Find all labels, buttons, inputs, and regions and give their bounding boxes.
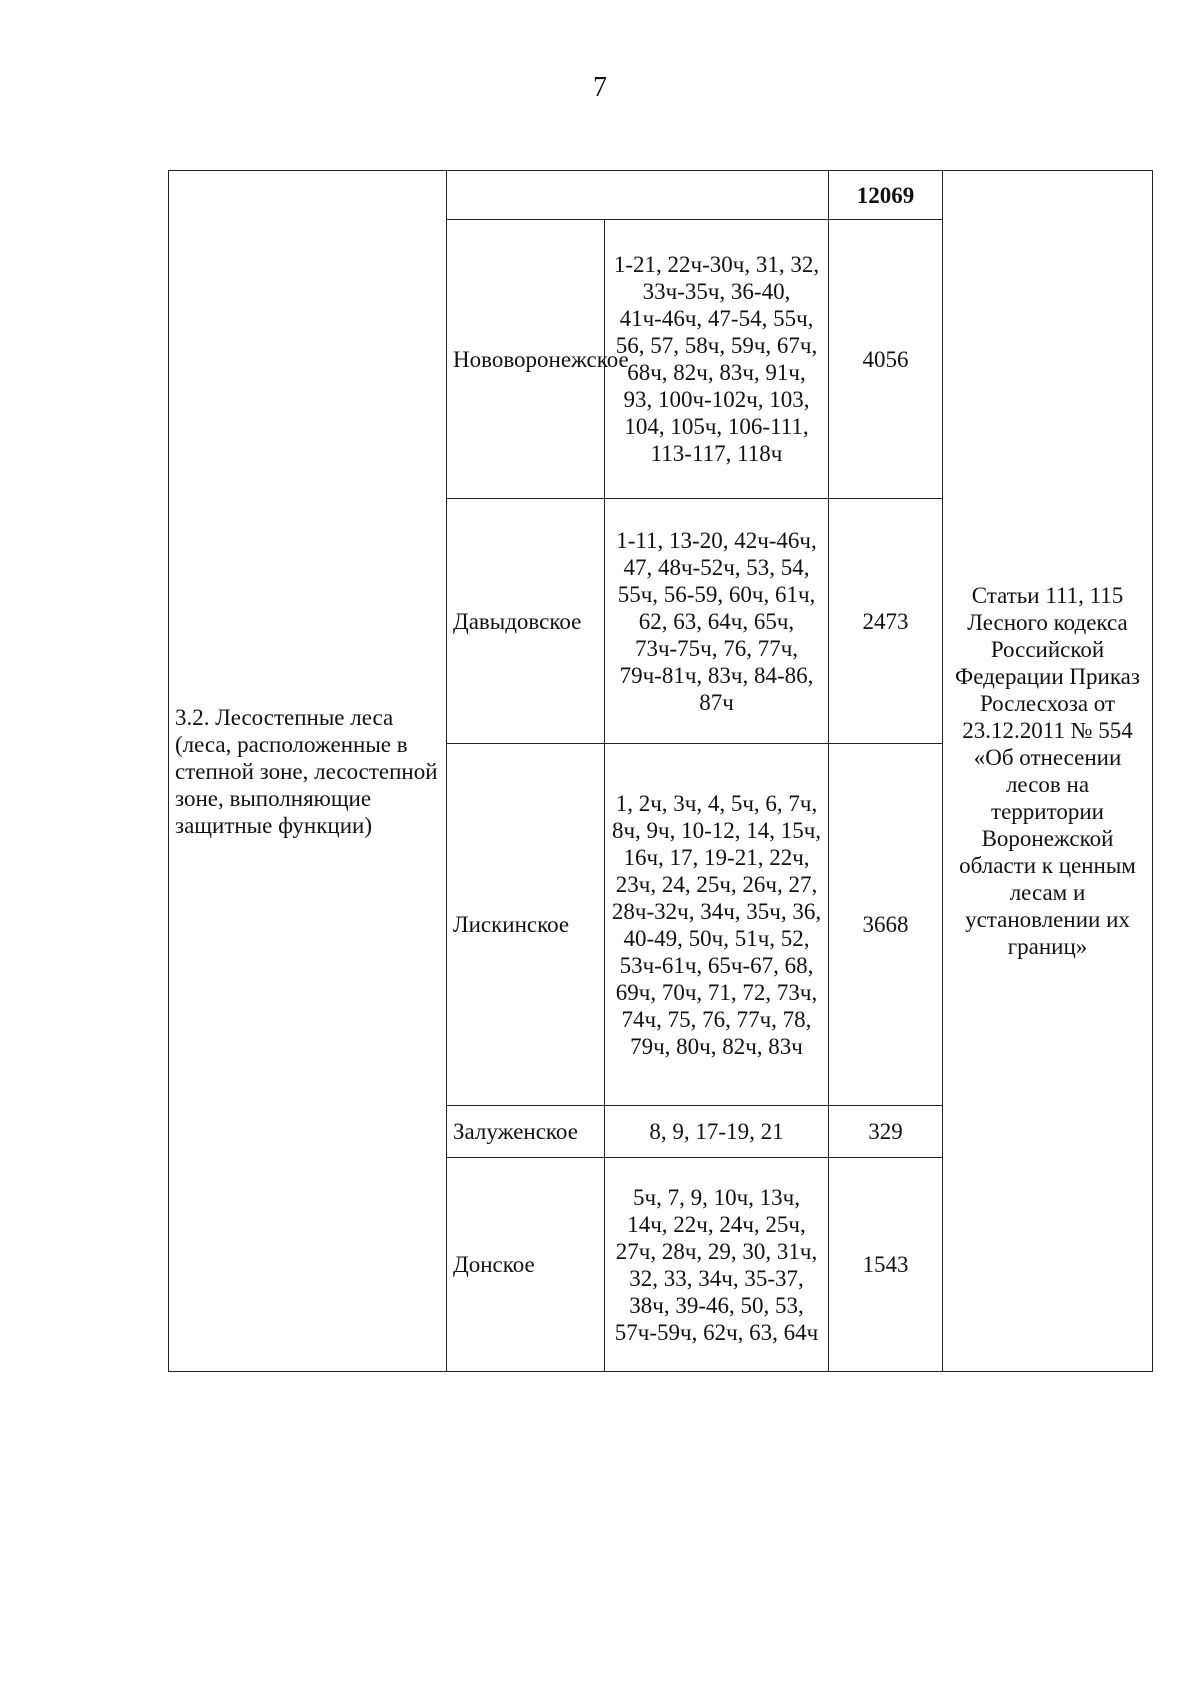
area-cell: 2473 — [829, 499, 943, 744]
district-cell: Донское — [447, 1158, 605, 1372]
area-cell: 4056 — [829, 220, 943, 499]
district-cell: Залуженское — [447, 1106, 605, 1158]
area-cell: 329 — [829, 1106, 943, 1158]
category-cell: 3.2. Лесостепные леса (леса, расположенные в степной зоне, лесостепной зоне, выполняющие защитные функции) — [169, 171, 447, 1372]
page-number: 7 — [593, 72, 607, 103]
district-cell: Давыдовское — [447, 499, 605, 744]
quarters-cell: 5ч, 7, 9, 10ч, 13ч, 14ч, 22ч, 24ч, 25ч, 27ч, 28ч, 29, 30, 31ч, 32, 33, 34ч, 35-37, 38ч, 39-46, 50, 53, 57ч-59ч, 62ч, 63, 64ч — [605, 1158, 829, 1372]
quarters-cell: 1, 2ч, 3ч, 4, 5ч, 6, 7ч, 8ч, 9ч, 10-12, 14, 15ч, 16ч, 17, 19-21, 22ч, 23ч, 24, 25ч, 26ч, 27, 28ч-32ч, 34ч, 35ч, 36, 40-49, 50ч, 51ч, 52, 53ч-61ч, 65ч-67, 68, 69ч, 70ч, 71, 72, 73ч, 74ч, 75, 76, 77ч, 78, 79ч, 80ч, 82ч, 83ч — [605, 744, 829, 1106]
area-cell: 1543 — [829, 1158, 943, 1372]
total-row — [169, 171, 1153, 220]
quarters-cell: 1-11, 13-20, 42ч-46ч, 47, 48ч-52ч, 53, 54, 55ч, 56-59, 60ч, 61ч, 62, 63, 64ч, 65ч, 73ч-75ч, 76, 77ч, 79ч-81ч, 83ч, 84-86, 87ч — [605, 499, 829, 744]
total-area-cell: 12069 — [829, 171, 943, 220]
quarters-cell: 8, 9, 17-19, 21 — [605, 1106, 829, 1158]
district-cell: Лискинское — [447, 744, 605, 1106]
legal-basis-cell: Статьи 111, 115 Лесного кодекса Российской Федерации Приказ Рослесхоза от 23.12.2011 № 554 «Об отнесении лесов на территории Воронежской области к ценным лесам и установлении их границ» — [943, 171, 1153, 1372]
quarters-cell: 1-21, 22ч-30ч, 31, 32, 33ч-35ч, 36-40, 41ч-46ч, 47-54, 55ч, 56, 57, 58ч, 59ч, 67ч, 68ч, 82ч, 83ч, 91ч, 93, 100ч-102ч, 103, 104, 105ч, 106-111, 113-117, 118ч — [605, 220, 829, 499]
forest-table — [168, 170, 1153, 1372]
district-cell: Нововоронежское — [447, 220, 605, 499]
area-cell: 3668 — [829, 744, 943, 1106]
empty-header-cell — [447, 171, 829, 220]
